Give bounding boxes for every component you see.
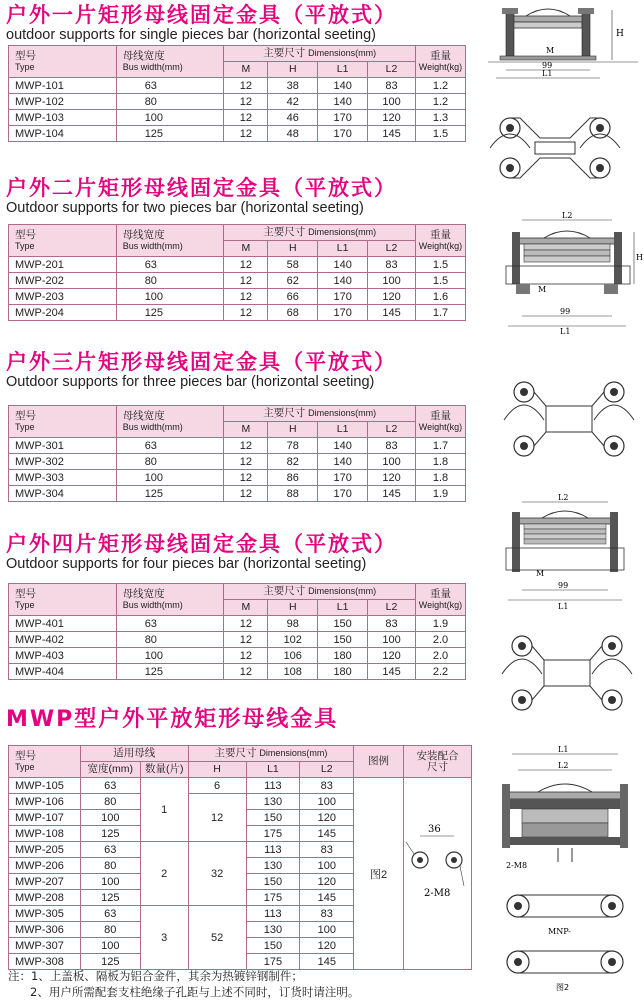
table-cell: 145 [368, 126, 416, 142]
table-cell: 102 [268, 632, 318, 648]
header-l2: L2 [300, 762, 354, 778]
table-cell: 83 [300, 842, 354, 858]
cell-type: MWP-102 [9, 94, 117, 110]
table-cell: 12 [224, 78, 268, 94]
cell-type: MWP-108 [9, 826, 81, 842]
table-cell: 170 [318, 486, 368, 502]
table-cell: 12 [224, 438, 268, 454]
table-cell: 120 [368, 648, 416, 664]
dim-label-m: M [536, 569, 545, 578]
dim-label-l1: L1 [558, 602, 569, 611]
section-two-bar [6, 176, 397, 216]
table-cell: 106 [268, 648, 318, 664]
header-bus-width: 母线宽度 Bus width(mm) [116, 584, 224, 616]
table-row [9, 648, 466, 664]
figure-label: 图2 [556, 983, 570, 992]
table-cell: 12 [224, 616, 268, 632]
table-row [9, 438, 466, 454]
header-l2: L2 [368, 241, 416, 257]
table-cell: 12 [224, 110, 268, 126]
header-h: H [268, 62, 318, 78]
diagram-mwp-side-view [488, 744, 642, 994]
notes [8, 968, 359, 1000]
table-cell: 100 [116, 470, 224, 486]
table-cell: 145 [300, 826, 354, 842]
table-cell: 12 [224, 273, 268, 289]
table-cell: 100 [300, 794, 354, 810]
table-cell: 80 [80, 922, 140, 938]
dim-label-l1: L1 [542, 69, 553, 78]
table-cell: 170 [318, 470, 368, 486]
cell-type: MWP-301 [9, 438, 117, 454]
table-cell: 175 [246, 890, 300, 906]
table-cell: 145 [368, 664, 416, 680]
table-row [9, 126, 466, 142]
table-cell: 63 [80, 778, 140, 794]
table-cell: 150 [318, 632, 368, 648]
table-cell: 100 [80, 874, 140, 890]
header-install: 安装配合 尺寸 [403, 746, 471, 778]
table-cell: 12 [224, 94, 268, 110]
header-type: 型号 Type [9, 746, 81, 778]
table-cell: 125 [80, 826, 140, 842]
table-cell: 125 [116, 126, 224, 142]
cell-h: 6 [188, 778, 246, 794]
table-cell: 12 [224, 648, 268, 664]
table-row [9, 616, 466, 632]
table-cell: 120 [368, 470, 416, 486]
table-cell: 12 [224, 257, 268, 273]
cell-count: 3 [140, 906, 188, 970]
table-cell: 68 [268, 305, 318, 321]
header-type: 型号 Type [9, 225, 117, 257]
part-label: MNP- [548, 927, 571, 936]
table-cell: 100 [80, 810, 140, 826]
table-cell: 170 [318, 289, 368, 305]
install-bolt-label: 2-M8 [424, 888, 451, 899]
header-type: 型号 Type [9, 46, 117, 78]
diagram-single-top-view [480, 100, 630, 190]
cell-type: MWP-206 [9, 858, 81, 874]
table-cell: 130 [246, 922, 300, 938]
table-cell: 150 [246, 810, 300, 826]
table-cell: 1.8 [415, 454, 465, 470]
table-cell: 1.3 [415, 110, 465, 126]
header-type: 型号 Type [9, 584, 117, 616]
table-row [9, 486, 466, 502]
table-cell: 180 [318, 648, 368, 664]
table-cell: 150 [246, 874, 300, 890]
header-dimensions: 主要尺寸 Dimensions(mm) [224, 46, 416, 62]
table-cell: 130 [246, 794, 300, 810]
header-weight: 重量 Weight(kg) [415, 46, 465, 78]
section-title-en: Outdoor supports for three pieces bar (horizontal seeting) [6, 374, 375, 390]
table-cell: 100 [116, 289, 224, 305]
cell-type: MWP-403 [9, 648, 117, 664]
table-cell: 145 [368, 486, 416, 502]
table-cell: 80 [80, 794, 140, 810]
table-cell: 63 [80, 842, 140, 858]
table-cell: 140 [318, 78, 368, 94]
diagram-four-top-view [494, 622, 640, 722]
section-three-bar [6, 350, 397, 390]
cell-type: MWP-204 [9, 305, 117, 321]
cell-type: MWP-208 [9, 890, 81, 906]
table-cell: 1.8 [415, 470, 465, 486]
section-title-cn: MWP型户外平放矩形母线金具 [6, 707, 339, 732]
cell-type: MWP-307 [9, 938, 81, 954]
header-m: M [224, 62, 268, 78]
cell-type: MWP-404 [9, 664, 117, 680]
cell-type: MWP-101 [9, 78, 117, 94]
section-title-cn: 户外四片矩形母线固定金具（平放式） [6, 532, 397, 556]
header-width: 宽度(mm) [80, 762, 140, 778]
table-cell: 100 [300, 858, 354, 874]
header-h: H [188, 762, 246, 778]
table-row [9, 664, 466, 680]
table-cell: 83 [368, 78, 416, 94]
cell-type: MWP-203 [9, 289, 117, 305]
diagram-three-top-view [496, 370, 642, 466]
table-cell: 1.7 [415, 438, 465, 454]
table-cell: 175 [246, 826, 300, 842]
cell-type: MWP-201 [9, 257, 117, 273]
cell-type: MWP-308 [9, 954, 81, 970]
section-title-cn: 户外三片矩形母线固定金具（平放式） [6, 350, 397, 374]
header-dimensions: 主要尺寸 Dimensions(mm) [224, 406, 416, 422]
dim-label-l2: L2 [562, 211, 573, 220]
table-cell: 140 [318, 94, 368, 110]
header-h: H [268, 600, 318, 616]
dim-label-m: M [546, 46, 555, 55]
table-cell: 63 [116, 257, 224, 273]
dim-label-l1: L1 [560, 327, 571, 336]
header-m: M [224, 600, 268, 616]
table-cell: 100 [368, 94, 416, 110]
table-cell: 83 [368, 616, 416, 632]
table-cell: 83 [300, 778, 354, 794]
header-bus-width: 母线宽度 Bus width(mm) [116, 46, 224, 78]
dim-label-h: H [636, 253, 643, 262]
spec-table-4 [8, 583, 466, 680]
table-cell: 140 [318, 438, 368, 454]
table-cell: 1.6 [415, 289, 465, 305]
table-cell: 120 [368, 289, 416, 305]
table-cell: 62 [268, 273, 318, 289]
table-cell: 125 [116, 305, 224, 321]
header-l2: L2 [368, 600, 416, 616]
table-cell: 145 [300, 954, 354, 970]
table-cell: 46 [268, 110, 318, 126]
table-cell: 120 [368, 110, 416, 126]
table-cell: 12 [224, 289, 268, 305]
cell-type: MWP-107 [9, 810, 81, 826]
dim-label-pitch: 99 [558, 581, 569, 590]
table-row [9, 94, 466, 110]
table-cell: 83 [368, 438, 416, 454]
table-cell: 83 [368, 257, 416, 273]
table-row [9, 454, 466, 470]
table-cell: 63 [116, 616, 224, 632]
cell-type: MWP-303 [9, 470, 117, 486]
table-cell: 140 [318, 257, 368, 273]
install-size-diagram [404, 812, 470, 932]
table-cell: 2.0 [415, 648, 465, 664]
table-row [9, 257, 466, 273]
cell-install-diagram [403, 778, 471, 970]
header-l1: L1 [318, 62, 368, 78]
table-cell: 125 [116, 486, 224, 502]
table-cell: 170 [318, 126, 368, 142]
section-single-bar [6, 3, 397, 43]
table-cell: 63 [116, 78, 224, 94]
table-cell: 48 [268, 126, 318, 142]
diagram-four-side-view [496, 492, 636, 612]
header-l1: L1 [318, 600, 368, 616]
table-cell: 100 [116, 110, 224, 126]
table-cell: 170 [318, 110, 368, 126]
table-cell: 125 [80, 890, 140, 906]
table-cell: 80 [116, 273, 224, 289]
table-cell: 120 [300, 938, 354, 954]
note-line-1: 注：1、上盖板、隔板为铝合金件，其余为热镀锌钢制件； [8, 969, 303, 983]
cell-count: 1 [140, 778, 188, 842]
table-cell: 1.9 [415, 486, 465, 502]
table-cell: 1.7 [415, 305, 465, 321]
header-l2: L2 [368, 62, 416, 78]
cell-h: 52 [188, 906, 246, 970]
table-cell: 113 [246, 778, 300, 794]
table-cell: 12 [224, 664, 268, 680]
table-cell: 130 [246, 858, 300, 874]
table-cell: 80 [116, 454, 224, 470]
table-cell: 66 [268, 289, 318, 305]
section-four-bar [6, 532, 397, 572]
cell-type: MWP-205 [9, 842, 81, 858]
dim-label-pitch: 99 [560, 307, 571, 316]
section-title-en: Outdoor supports for four pieces bar (horizontal seeting) [6, 556, 367, 572]
spec-table-2 [8, 224, 466, 321]
table-cell: 180 [318, 664, 368, 680]
section-mwp-horizontal [6, 708, 338, 732]
table-row [9, 305, 466, 321]
cell-type: MWP-104 [9, 126, 117, 142]
table-cell: 42 [268, 94, 318, 110]
table-row [9, 470, 466, 486]
cell-type: MWP-202 [9, 273, 117, 289]
cell-type: MWP-105 [9, 778, 81, 794]
section-title-cn: 户外一片矩形母线固定金具（平放式） [6, 3, 397, 27]
install-dim-label: 36 [428, 824, 442, 835]
table-cell: 86 [268, 470, 318, 486]
header-l1: L1 [318, 241, 368, 257]
table-cell: 170 [318, 305, 368, 321]
header-l1: L1 [246, 762, 300, 778]
section-title-cn: 户外二片矩形母线固定金具（平放式） [6, 176, 397, 200]
table-cell: 82 [268, 454, 318, 470]
table-cell: 100 [368, 454, 416, 470]
cell-type: MWP-306 [9, 922, 81, 938]
table-cell: 1.5 [415, 273, 465, 289]
table-cell: 80 [116, 632, 224, 648]
table-cell: 38 [268, 78, 318, 94]
header-type: 型号 Type [9, 406, 117, 438]
table-cell: 100 [116, 648, 224, 664]
header-m: M [224, 422, 268, 438]
cell-figure: 图2 [354, 778, 404, 970]
table-cell: 125 [116, 664, 224, 680]
table-cell: 145 [300, 890, 354, 906]
header-bus-width: 母线宽度 Bus width(mm) [116, 225, 224, 257]
cell-type: MWP-103 [9, 110, 117, 126]
spec-table-1 [8, 45, 466, 142]
cell-type: MWP-305 [9, 906, 81, 922]
table-cell: 58 [268, 257, 318, 273]
header-m: M [224, 241, 268, 257]
header-dimensions: 主要尺寸 Dimensions(mm) [188, 746, 353, 762]
dim-label-l2: L2 [558, 761, 569, 770]
table-cell: 100 [368, 273, 416, 289]
header-figure: 图例 [354, 746, 404, 778]
table-cell: 140 [318, 454, 368, 470]
dim-label-m: M [538, 285, 547, 294]
diagram-single-side-view [478, 2, 642, 86]
section-title-en: outdoor supports for single pieces bar (horizontal seeting) [6, 27, 376, 43]
table-cell: 1.5 [415, 257, 465, 273]
header-l1: L1 [318, 422, 368, 438]
table-cell: 120 [300, 810, 354, 826]
table-cell: 108 [268, 664, 318, 680]
section-title-en: Outdoor supports for two pieces bar (horizontal seeting) [6, 200, 364, 216]
table-cell: 120 [300, 874, 354, 890]
header-l2: L2 [368, 422, 416, 438]
cell-type: MWP-401 [9, 616, 117, 632]
header-count: 数量(片) [140, 762, 188, 778]
table-cell: 83 [300, 906, 354, 922]
cell-h: 32 [188, 842, 246, 906]
header-bus-width: 母线宽度 Bus width(mm) [116, 406, 224, 438]
table-cell: 12 [224, 470, 268, 486]
table-cell: 12 [224, 454, 268, 470]
table-cell: 2.2 [415, 664, 465, 680]
table-cell: 78 [268, 438, 318, 454]
dim-label-h: H [616, 29, 624, 39]
table-row [9, 78, 466, 94]
table-cell: 12 [224, 632, 268, 648]
cell-count: 2 [140, 842, 188, 906]
table-cell: 100 [80, 938, 140, 954]
diagram-two-side-view [494, 210, 644, 340]
table-cell: 1.9 [415, 616, 465, 632]
table-cell: 88 [268, 486, 318, 502]
table-cell: 2.0 [415, 632, 465, 648]
spec-table-3 [8, 405, 466, 502]
cell-type: MWP-106 [9, 794, 81, 810]
table-cell: 150 [246, 938, 300, 954]
header-h: H [268, 422, 318, 438]
note-line-2: 2、用户所需配套支柱绝缘子孔距与上述不同时，订货时请注明。 [30, 985, 360, 999]
table-cell: 12 [224, 305, 268, 321]
header-suit-bus: 适用母线 [80, 746, 188, 762]
header-dimensions: 主要尺寸 Dimensions(mm) [224, 584, 416, 600]
table-cell: 1.2 [415, 78, 465, 94]
table-cell: 113 [246, 842, 300, 858]
table-cell: 140 [318, 273, 368, 289]
table-cell: 80 [80, 858, 140, 874]
table-cell: 1.5 [415, 126, 465, 142]
header-weight: 重量 Weight(kg) [415, 225, 465, 257]
table-row [9, 632, 466, 648]
header-h: H [268, 241, 318, 257]
dim-label-l2: L2 [558, 493, 569, 502]
table-cell: 63 [80, 906, 140, 922]
table-cell: 12 [224, 126, 268, 142]
dim-label-l1: L1 [558, 745, 569, 754]
table-row [9, 289, 466, 305]
table-row [9, 778, 472, 794]
table-cell: 63 [116, 438, 224, 454]
table-cell: 80 [116, 94, 224, 110]
cell-type: MWP-402 [9, 632, 117, 648]
cell-type: MWP-302 [9, 454, 117, 470]
table-cell: 125 [80, 954, 140, 970]
table-cell: 1.2 [415, 94, 465, 110]
table-cell: 113 [246, 906, 300, 922]
table-cell: 150 [318, 616, 368, 632]
cell-h: 12 [188, 794, 246, 842]
table-cell: 12 [224, 486, 268, 502]
table-cell: 145 [368, 305, 416, 321]
table-cell: 98 [268, 616, 318, 632]
header-dimensions: 主要尺寸 Dimensions(mm) [224, 225, 416, 241]
spec-table-5 [8, 745, 472, 970]
header-weight: 重量 Weight(kg) [415, 584, 465, 616]
table-row [9, 273, 466, 289]
dim-label-pitch: 99 [542, 61, 553, 70]
table-row [9, 110, 466, 126]
table-cell: 175 [246, 954, 300, 970]
cell-type: MWP-207 [9, 874, 81, 890]
header-weight: 重量 Weight(kg) [415, 406, 465, 438]
dim-label-bolt: 2-M8 [506, 861, 528, 870]
table-cell: 100 [368, 632, 416, 648]
table-cell: 100 [300, 922, 354, 938]
cell-type: MWP-304 [9, 486, 117, 502]
